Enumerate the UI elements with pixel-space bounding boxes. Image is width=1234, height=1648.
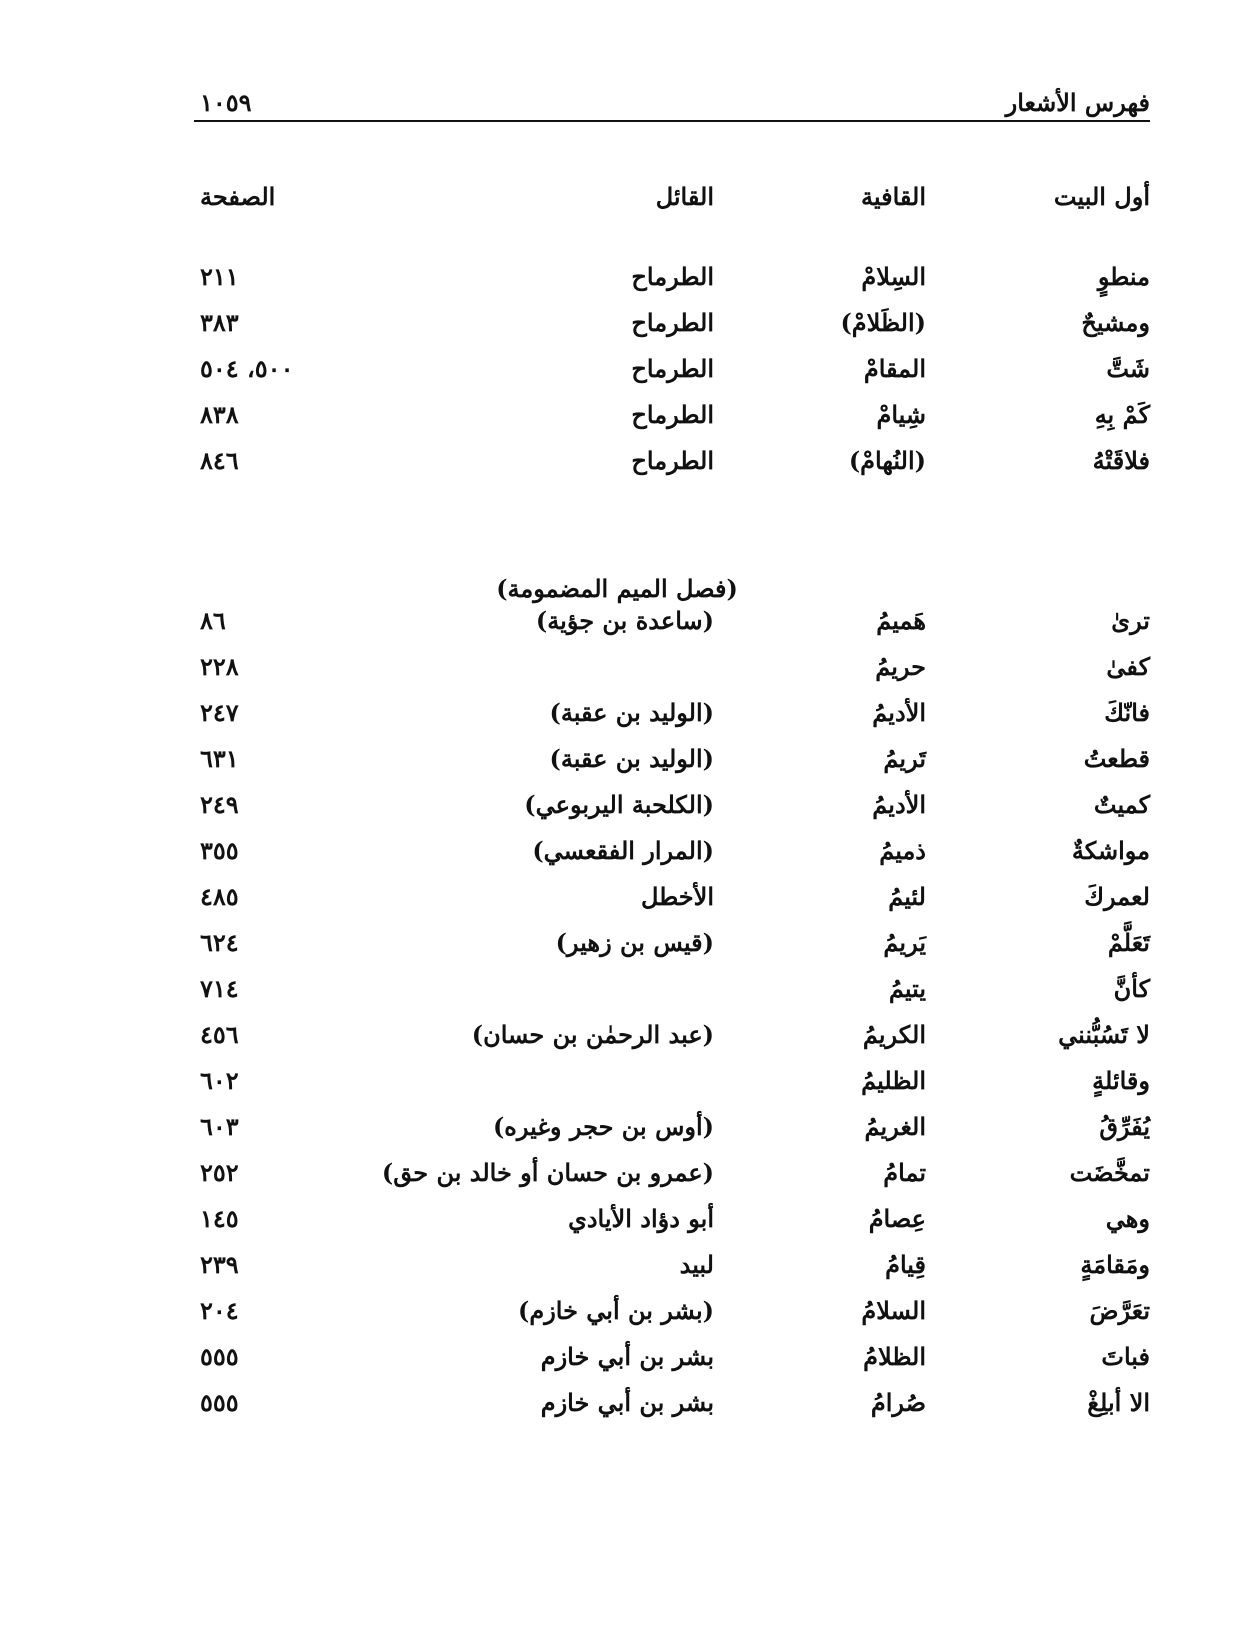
poet-name: بشر بن أبي خازم xyxy=(540,1388,714,1417)
table-row xyxy=(0,652,1234,698)
page-reference: ٢١١ xyxy=(200,262,239,291)
page-reference: ٦٢٤ xyxy=(200,928,239,957)
verse-first-word: شَتَّ xyxy=(1106,354,1150,383)
table-row xyxy=(0,836,1234,882)
rhyme-word: المقامْ xyxy=(863,354,926,383)
page-reference: ٦٠٢ xyxy=(200,1066,239,1095)
page-reference: ٧١٤ xyxy=(200,974,239,1003)
rhyme-word: صُرامُ xyxy=(870,1388,926,1417)
rhyme-word: يَريمُ xyxy=(883,928,926,957)
rhyme-word: الكريمُ xyxy=(862,1020,926,1049)
table-row xyxy=(0,1250,1234,1296)
table-row xyxy=(0,262,1234,308)
page-reference: ٢٣٩ xyxy=(200,1250,239,1279)
page-reference: ٦٠٣ xyxy=(200,1112,239,1141)
table-row xyxy=(0,882,1234,928)
poet-name: الأخطل xyxy=(640,882,714,911)
page-reference: ٢٤٩ xyxy=(200,790,239,819)
page-reference: ٢٤٧ xyxy=(200,698,239,727)
table-row xyxy=(0,606,1234,652)
page-number: ١٠٥٩ xyxy=(200,88,252,117)
table-row xyxy=(0,446,1234,492)
verse-first-word: مواشكةٌ xyxy=(1071,836,1150,865)
poet-name: بشر بن أبي خازم xyxy=(540,1342,714,1371)
table-row xyxy=(0,1342,1234,1388)
poet-name: الطرماح xyxy=(631,400,714,429)
table-row xyxy=(0,1020,1234,1066)
verse-first-word: كفىٰ xyxy=(1106,652,1150,681)
page-reference: ٨٤٦ xyxy=(200,446,239,475)
page-reference: ٢٥٢ xyxy=(200,1158,239,1187)
page-reference: ٦٣١ xyxy=(200,744,239,773)
table-row xyxy=(0,1066,1234,1112)
poet-name: (أوس بن حجر وغيره) xyxy=(492,1112,714,1141)
poet-name: الطرماح xyxy=(631,446,714,475)
poet-name: (عبد الرحمٰن بن حسان) xyxy=(471,1020,714,1049)
page-reference: ٤٥٦ xyxy=(200,1020,239,1049)
poet-name: أبو دؤاد الأيادي xyxy=(568,1204,714,1233)
page-reference: ٥٥٥ xyxy=(200,1342,239,1371)
running-header-title: فهرس الأشعار xyxy=(1005,88,1150,117)
page-reference: ٨٦ xyxy=(200,606,226,635)
table-row xyxy=(0,928,1234,974)
table-row xyxy=(0,1296,1234,1342)
page-reference: ٤٨٥ xyxy=(200,882,239,911)
table-row xyxy=(0,308,1234,354)
table-row xyxy=(0,1158,1234,1204)
page-reference: ٥٥٥ xyxy=(200,1388,239,1417)
poet-name: (الوليد بن عقبة) xyxy=(549,698,714,727)
poet-name: (بشر بن أبي خازم) xyxy=(517,1296,714,1325)
rhyme-word: تَريمُ xyxy=(883,744,926,773)
rhyme-word: الظليمُ xyxy=(861,1066,926,1095)
poet-name: (الوليد بن عقبة) xyxy=(549,744,714,773)
verse-first-word: تعَرَّضَ xyxy=(1089,1296,1150,1325)
verse-first-word: منطوٍ xyxy=(1097,262,1150,291)
page-reference: ٢٠٤ xyxy=(200,1296,239,1325)
verse-first-word: ومَقامَةٍ xyxy=(1080,1250,1150,1279)
column-header-first-word: أول البيت xyxy=(1053,182,1150,211)
verse-first-word: ومشيحٌ xyxy=(1081,308,1150,337)
verse-first-word: قطعتُ xyxy=(1083,744,1150,773)
poet-name: الطرماح xyxy=(631,262,714,291)
verse-first-word: فانّكَ xyxy=(1104,698,1150,727)
verse-first-word: الا أبلِغْ xyxy=(1087,1388,1150,1417)
page-reference: ١٤٥ xyxy=(200,1204,239,1233)
verse-first-word: تَعَلَّمْ xyxy=(1107,928,1150,957)
poet-name: الطرماح xyxy=(631,308,714,337)
rhyme-word: الأديمُ xyxy=(872,790,926,819)
rhyme-word: السلامُ xyxy=(861,1296,926,1325)
rhyme-word: شِيامْ xyxy=(876,400,926,429)
verse-first-word: يُفَرِّقُ xyxy=(1099,1112,1150,1141)
rhyme-word: تمامُ xyxy=(883,1158,926,1187)
section-title: (فصل الميم المضمومة) xyxy=(496,574,738,603)
table-row xyxy=(0,1204,1234,1250)
verse-first-word: ترىٰ xyxy=(1111,606,1150,635)
verse-first-word: فلاقَتْهُ xyxy=(1092,446,1150,475)
page-reference: ٣٥٥ xyxy=(200,836,239,865)
rhyme-word: يتيمُ xyxy=(888,974,926,1003)
table-row xyxy=(0,974,1234,1020)
page-reference: ٨٣٨ xyxy=(200,400,239,429)
verse-first-word: تمخَّضَت xyxy=(1069,1158,1150,1187)
verse-first-word: كأنَّ xyxy=(1113,974,1150,1003)
poet-name: (عمرو بن حسان أو خالد بن حق) xyxy=(381,1158,714,1187)
poet-name: (ساعدة بن جؤية) xyxy=(535,606,714,635)
column-header-rhyme: القافية xyxy=(860,182,926,211)
header-rule xyxy=(194,120,1150,122)
rhyme-word: (النُهامْ) xyxy=(848,446,926,475)
rhyme-word: الأديمُ xyxy=(872,698,926,727)
verse-first-word: كميتٌ xyxy=(1093,790,1150,819)
rhyme-word: عِصامُ xyxy=(868,1204,926,1233)
page-reference: ٣٨٣ xyxy=(200,308,239,337)
poet-name: الطرماح xyxy=(631,354,714,383)
poet-name: لبيد xyxy=(679,1250,714,1279)
verse-first-word: فباتَ xyxy=(1101,1342,1150,1371)
verse-first-word: وهي xyxy=(1105,1204,1150,1233)
rhyme-word: حريمُ xyxy=(875,652,926,681)
table-row xyxy=(0,790,1234,836)
rhyme-word: قِيامُ xyxy=(885,1250,926,1279)
poet-name: (المرار الفقعسي) xyxy=(532,836,714,865)
table-row xyxy=(0,744,1234,790)
rhyme-word: الغريمُ xyxy=(864,1112,926,1141)
rhyme-word: هَميمُ xyxy=(876,606,926,635)
rhyme-word: السِلامْ xyxy=(861,262,926,291)
verse-first-word: لعمركَ xyxy=(1084,882,1150,911)
table-row xyxy=(0,1112,1234,1158)
table-row xyxy=(0,698,1234,744)
rhyme-word: ذميمُ xyxy=(879,836,926,865)
rhyme-word: (الظَلامْ) xyxy=(840,308,926,337)
table-row xyxy=(0,354,1234,400)
poet-name: (قيس بن زهير) xyxy=(555,928,714,957)
page-reference: ٥٠٠، ٥٠٤ xyxy=(200,354,294,383)
verse-first-word: وقائلةٍ xyxy=(1092,1066,1150,1095)
table-row xyxy=(0,400,1234,446)
verse-first-word: كَمْ بِهِ xyxy=(1094,400,1150,429)
column-header-poet: القائل xyxy=(655,182,714,211)
verse-first-word: لا تَسُبُّنني xyxy=(1058,1020,1150,1049)
rhyme-word: الظلامُ xyxy=(863,1342,926,1371)
column-header-page: الصفحة xyxy=(200,182,276,211)
poet-name: (الكلحبة اليربوعي) xyxy=(524,790,714,819)
page-reference: ٢٢٨ xyxy=(200,652,239,681)
rhyme-word: لئيمُ xyxy=(888,882,926,911)
table-row xyxy=(0,1388,1234,1434)
